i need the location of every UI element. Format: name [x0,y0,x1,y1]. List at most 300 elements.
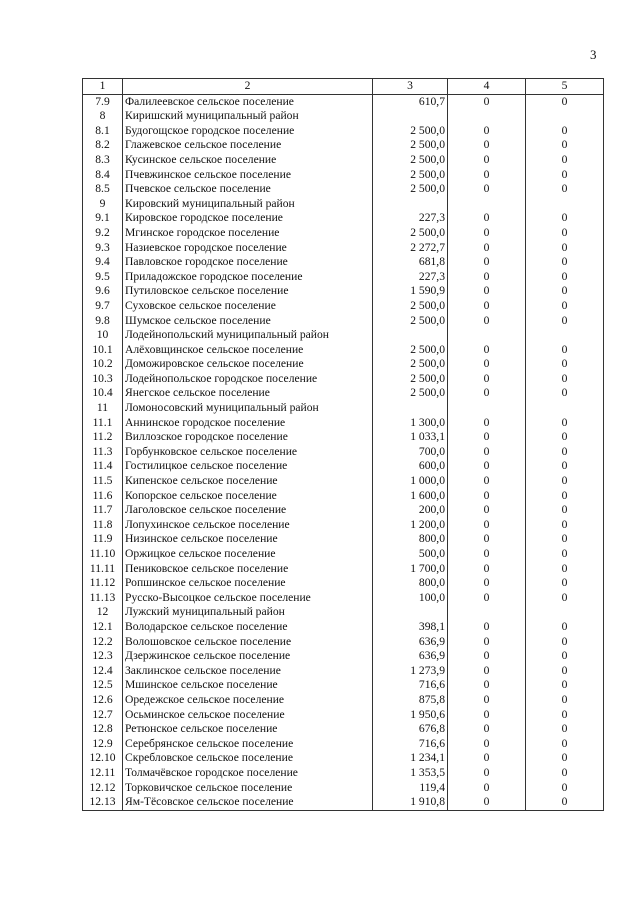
column-4-cell: 0 [448,562,526,577]
amount-cell: 2 500,0 [373,386,448,401]
column-4-cell: 0 [448,751,526,766]
column-5-cell: 0 [526,722,604,737]
column-4-cell: 0 [448,722,526,737]
column-4-cell: 0 [448,781,526,796]
row-number-cell: 11.8 [83,518,123,533]
column-5-cell: 0 [526,241,604,256]
row-number-cell: 8.1 [83,124,123,139]
amount-cell: 100,0 [373,591,448,606]
allocation-table [82,78,604,811]
settlement-name-cell: Лопухинское сельское поселение [123,518,373,533]
column-5-cell: 0 [526,94,604,109]
row-number-cell: 12.1 [83,620,123,635]
table-row [83,591,604,606]
amount-cell: 2 500,0 [373,153,448,168]
amount-cell: 610,7 [373,94,448,109]
table-header-row [83,79,604,95]
table-row [83,197,604,212]
row-number-cell: 11.1 [83,416,123,431]
column-4-cell: 0 [448,211,526,226]
table-row [83,766,604,781]
table-row [83,255,604,270]
column-5-cell: 0 [526,532,604,547]
column-4-cell: 0 [448,416,526,431]
column-5-cell: 0 [526,211,604,226]
table-row [83,284,604,299]
amount-cell: 1 910,8 [373,795,448,810]
column-5-cell [526,109,604,124]
table-row [83,722,604,737]
column-4-cell: 0 [448,357,526,372]
amount-cell: 2 500,0 [373,372,448,387]
row-number-cell: 11.12 [83,576,123,591]
table-row [83,386,604,401]
table-row [83,94,604,109]
column-4-cell [448,109,526,124]
amount-cell: 1 590,9 [373,284,448,299]
table-row [83,241,604,256]
column-4-cell: 0 [448,649,526,664]
settlement-name-cell: Ям-Тёсовское сельское поселение [123,795,373,810]
table-row [83,547,604,562]
amount-cell: 676,8 [373,722,448,737]
column-4-cell: 0 [448,94,526,109]
settlement-name-cell: Лодейнопольский муниципальный район [123,328,373,343]
column-5-cell: 0 [526,284,604,299]
column-4-cell: 0 [448,693,526,708]
table-row [83,751,604,766]
settlement-name-cell: Будогощское городское поселение [123,124,373,139]
row-number-cell: 8 [83,109,123,124]
column-4-cell: 0 [448,459,526,474]
column-4-cell: 0 [448,124,526,139]
table-row [83,430,604,445]
row-number-cell: 11.4 [83,459,123,474]
settlement-name-cell: Ретюнское сельское поселение [123,722,373,737]
settlement-name-cell: Доможировское сельское поселение [123,357,373,372]
table-row [83,620,604,635]
column-4-cell [448,401,526,416]
column-5-cell: 0 [526,635,604,650]
column-5-cell: 0 [526,562,604,577]
column-4-cell [448,605,526,620]
table-row [83,445,604,460]
amount-cell: 636,9 [373,635,448,650]
row-number-cell: 9.6 [83,284,123,299]
settlement-name-cell: Пчевжинское сельское поселение [123,168,373,183]
amount-cell: 2 500,0 [373,138,448,153]
amount-cell: 1 234,1 [373,751,448,766]
column-4-cell: 0 [448,430,526,445]
column-4-cell: 0 [448,518,526,533]
table-row [83,635,604,650]
column-5-cell: 0 [526,693,604,708]
row-number-cell: 12.11 [83,766,123,781]
row-number-cell: 11.9 [83,532,123,547]
table-row [83,182,604,197]
settlement-name-cell: Оредежское сельское поселение [123,693,373,708]
column-4-cell: 0 [448,620,526,635]
row-number-cell: 11.2 [83,430,123,445]
table-row [83,168,604,183]
column-5-cell: 0 [526,386,604,401]
row-number-cell: 11.11 [83,562,123,577]
column-4-cell: 0 [448,445,526,460]
column-5-cell: 0 [526,489,604,504]
amount-cell: 2 500,0 [373,168,448,183]
column-4-cell: 0 [448,386,526,401]
settlement-name-cell: Русско-Высоцкое сельское поселение [123,591,373,606]
row-number-cell: 8.3 [83,153,123,168]
row-number-cell: 11.5 [83,474,123,489]
table-row [83,109,604,124]
amount-cell: 681,8 [373,255,448,270]
amount-cell: 2 500,0 [373,299,448,314]
column-4-cell: 0 [448,678,526,693]
table-row [83,576,604,591]
amount-cell [373,401,448,416]
settlement-name-cell: Кировский муниципальный район [123,197,373,212]
table-row [83,678,604,693]
settlement-name-cell: Суховское сельское поселение [123,299,373,314]
settlement-name-cell: Осьминское сельское поселение [123,708,373,723]
settlement-name-cell: Торковичское сельское поселение [123,781,373,796]
table-row [83,401,604,416]
column-5-cell: 0 [526,678,604,693]
table-row [83,226,604,241]
column-5-cell [526,605,604,620]
column-4-cell: 0 [448,795,526,810]
amount-cell: 500,0 [373,547,448,562]
table-row [83,532,604,547]
column-4-cell [448,328,526,343]
row-number-cell: 9.8 [83,314,123,329]
row-number-cell: 9.4 [83,255,123,270]
table-row [83,737,604,752]
column-4-cell: 0 [448,226,526,241]
row-number-cell: 12.12 [83,781,123,796]
row-number-cell: 9 [83,197,123,212]
column-5-cell: 0 [526,474,604,489]
column-4-cell: 0 [448,532,526,547]
settlement-name-cell: Лаголовское сельское поселение [123,503,373,518]
amount-cell: 119,4 [373,781,448,796]
column-5-cell: 0 [526,766,604,781]
amount-cell: 2 500,0 [373,124,448,139]
column-5-cell [526,328,604,343]
column-5-cell: 0 [526,795,604,810]
column-4-cell: 0 [448,591,526,606]
column-4-cell: 0 [448,314,526,329]
row-number-cell: 12.4 [83,664,123,679]
amount-cell: 227,3 [373,211,448,226]
column-4-cell: 0 [448,664,526,679]
column-4-cell: 0 [448,255,526,270]
settlement-name-cell: Оржицкое сельское поселение [123,547,373,562]
column-5-cell: 0 [526,138,604,153]
table-row [83,343,604,358]
amount-cell: 1 353,5 [373,766,448,781]
settlement-name-cell: Аннинское городское поселение [123,416,373,431]
column-5-cell: 0 [526,416,604,431]
column-4-cell: 0 [448,241,526,256]
settlement-name-cell: Заклинское сельское поселение [123,664,373,679]
settlement-name-cell: Алёховщинское сельское поселение [123,343,373,358]
amount-cell: 2 500,0 [373,314,448,329]
row-number-cell: 11.3 [83,445,123,460]
settlement-name-cell: Волошовское сельское поселение [123,635,373,650]
amount-cell: 875,8 [373,693,448,708]
column-4-cell: 0 [448,766,526,781]
column-4-cell: 0 [448,635,526,650]
amount-cell [373,328,448,343]
settlement-name-cell: Толмачёвское городское поселение [123,766,373,781]
amount-cell: 227,3 [373,270,448,285]
column-header: 5 [526,79,604,95]
amount-cell [373,109,448,124]
column-5-cell: 0 [526,547,604,562]
column-5-cell: 0 [526,270,604,285]
amount-cell: 716,6 [373,678,448,693]
page-number: 3 [590,47,597,62]
amount-cell: 1 000,0 [373,474,448,489]
table-row [83,211,604,226]
settlement-name-cell: Кипенское сельское поселение [123,474,373,489]
amount-cell: 2 500,0 [373,226,448,241]
column-4-cell: 0 [448,168,526,183]
column-5-cell: 0 [526,781,604,796]
table-row [83,372,604,387]
row-number-cell: 7.9 [83,94,123,109]
row-number-cell: 12.9 [83,737,123,752]
settlement-name-cell: Кусинское сельское поселение [123,153,373,168]
column-5-cell: 0 [526,153,604,168]
column-5-cell: 0 [526,182,604,197]
column-5-cell [526,401,604,416]
column-4-cell: 0 [448,182,526,197]
row-number-cell: 9.2 [83,226,123,241]
row-number-cell: 10 [83,328,123,343]
table-row [83,124,604,139]
table-row [83,328,604,343]
row-number-cell: 12.2 [83,635,123,650]
table-row [83,459,604,474]
settlement-name-cell: Ропшинское сельское поселение [123,576,373,591]
column-4-cell [448,197,526,212]
amount-cell: 200,0 [373,503,448,518]
table-row [83,357,604,372]
row-number-cell: 11.7 [83,503,123,518]
table-row [83,518,604,533]
settlement-name-cell: Мгинское городское поселение [123,226,373,241]
row-number-cell: 10.3 [83,372,123,387]
table-row [83,649,604,664]
settlement-name-cell: Горбунковское сельское поселение [123,445,373,460]
row-number-cell: 8.4 [83,168,123,183]
row-number-cell: 8.2 [83,138,123,153]
table-row [83,299,604,314]
column-5-cell: 0 [526,518,604,533]
row-number-cell: 11 [83,401,123,416]
settlement-name-cell: Пениковское сельское поселение [123,562,373,577]
table-row [83,314,604,329]
column-5-cell: 0 [526,226,604,241]
column-5-cell: 0 [526,357,604,372]
row-number-cell: 11.6 [83,489,123,504]
column-header: 4 [448,79,526,95]
settlement-name-cell: Ломоносовский муниципальный район [123,401,373,416]
settlement-name-cell: Янегское сельское поселение [123,386,373,401]
column-4-cell: 0 [448,343,526,358]
row-number-cell: 9.7 [83,299,123,314]
row-number-cell: 9.5 [83,270,123,285]
amount-cell: 1 033,1 [373,430,448,445]
settlement-name-cell: Павловское городское поселение [123,255,373,270]
column-5-cell: 0 [526,255,604,270]
column-4-cell: 0 [448,270,526,285]
column-5-cell: 0 [526,445,604,460]
row-number-cell: 12.6 [83,693,123,708]
settlement-name-cell: Глажевское сельское поселение [123,138,373,153]
row-number-cell: 11.13 [83,591,123,606]
settlement-name-cell: Фалилеевское сельское поселение [123,94,373,109]
settlement-name-cell: Виллозское городское поселение [123,430,373,445]
column-5-cell: 0 [526,591,604,606]
table-row [83,693,604,708]
column-4-cell: 0 [448,284,526,299]
amount-cell [373,197,448,212]
amount-cell: 1 200,0 [373,518,448,533]
settlement-name-cell: Гостилицкое сельское поселение [123,459,373,474]
column-4-cell: 0 [448,153,526,168]
settlement-name-cell: Лужский муниципальный район [123,605,373,620]
row-number-cell: 9.1 [83,211,123,226]
settlement-name-cell: Пчевское сельское поселение [123,182,373,197]
row-number-cell: 12.10 [83,751,123,766]
column-header: 2 [123,79,373,95]
column-5-cell: 0 [526,299,604,314]
column-header: 3 [373,79,448,95]
row-number-cell: 12.5 [83,678,123,693]
column-5-cell: 0 [526,168,604,183]
column-5-cell: 0 [526,459,604,474]
row-number-cell: 12.8 [83,722,123,737]
column-5-cell [526,197,604,212]
amount-cell: 398,1 [373,620,448,635]
row-number-cell: 12.3 [83,649,123,664]
column-4-cell: 0 [448,489,526,504]
column-4-cell: 0 [448,372,526,387]
column-4-cell: 0 [448,299,526,314]
row-number-cell: 10.1 [83,343,123,358]
column-4-cell: 0 [448,708,526,723]
column-5-cell: 0 [526,664,604,679]
settlement-name-cell: Скребловское сельское поселение [123,751,373,766]
amount-cell: 1 273,9 [373,664,448,679]
amount-cell: 700,0 [373,445,448,460]
column-5-cell: 0 [526,343,604,358]
table-row [83,153,604,168]
amount-cell: 800,0 [373,532,448,547]
amount-cell: 716,6 [373,737,448,752]
row-number-cell: 12.13 [83,795,123,810]
column-4-cell: 0 [448,547,526,562]
amount-cell: 1 300,0 [373,416,448,431]
settlement-name-cell: Шумское сельское поселение [123,314,373,329]
column-5-cell: 0 [526,576,604,591]
settlement-name-cell: Лодейнопольское городское поселение [123,372,373,387]
column-5-cell: 0 [526,708,604,723]
table-row [83,474,604,489]
column-5-cell: 0 [526,620,604,635]
amount-cell: 1 700,0 [373,562,448,577]
settlement-name-cell: Низинское сельское поселение [123,532,373,547]
table-row [83,664,604,679]
row-number-cell: 12.7 [83,708,123,723]
column-5-cell: 0 [526,737,604,752]
settlement-name-cell: Путиловское сельское поселение [123,284,373,299]
column-5-cell: 0 [526,751,604,766]
amount-cell: 1 950,6 [373,708,448,723]
table-row [83,605,604,620]
amount-cell: 2 500,0 [373,182,448,197]
row-number-cell: 8.5 [83,182,123,197]
column-5-cell: 0 [526,314,604,329]
table-row [83,489,604,504]
table-row [83,562,604,577]
amount-cell: 2 272,7 [373,241,448,256]
column-5-cell: 0 [526,124,604,139]
settlement-name-cell: Володарское сельское поселение [123,620,373,635]
column-header: 1 [83,79,123,95]
settlement-name-cell: Серебрянское сельское поселение [123,737,373,752]
row-number-cell: 12 [83,605,123,620]
amount-cell: 800,0 [373,576,448,591]
column-4-cell: 0 [448,503,526,518]
column-4-cell: 0 [448,138,526,153]
settlement-name-cell: Назиевское городское поселение [123,241,373,256]
column-5-cell: 0 [526,372,604,387]
table-row [83,270,604,285]
settlement-name-cell: Копорское сельское поселение [123,489,373,504]
column-5-cell: 0 [526,649,604,664]
row-number-cell: 10.4 [83,386,123,401]
amount-cell: 636,9 [373,649,448,664]
amount-cell: 600,0 [373,459,448,474]
amount-cell: 1 600,0 [373,489,448,504]
table-row [83,781,604,796]
row-number-cell: 10.2 [83,357,123,372]
settlement-name-cell: Кировское городское поселение [123,211,373,226]
settlement-name-cell: Приладожское городское поселение [123,270,373,285]
row-number-cell: 11.10 [83,547,123,562]
settlement-name-cell: Дзержинское сельское поселение [123,649,373,664]
table-row [83,503,604,518]
amount-cell: 2 500,0 [373,357,448,372]
table-row [83,708,604,723]
column-5-cell: 0 [526,430,604,445]
row-number-cell: 9.3 [83,241,123,256]
column-4-cell: 0 [448,737,526,752]
column-4-cell: 0 [448,474,526,489]
amount-cell: 2 500,0 [373,343,448,358]
settlement-name-cell: Мшинское сельское поселение [123,678,373,693]
column-4-cell: 0 [448,576,526,591]
settlement-name-cell: Киришский муниципальный район [123,109,373,124]
amount-cell [373,605,448,620]
table-row [83,416,604,431]
column-5-cell: 0 [526,503,604,518]
